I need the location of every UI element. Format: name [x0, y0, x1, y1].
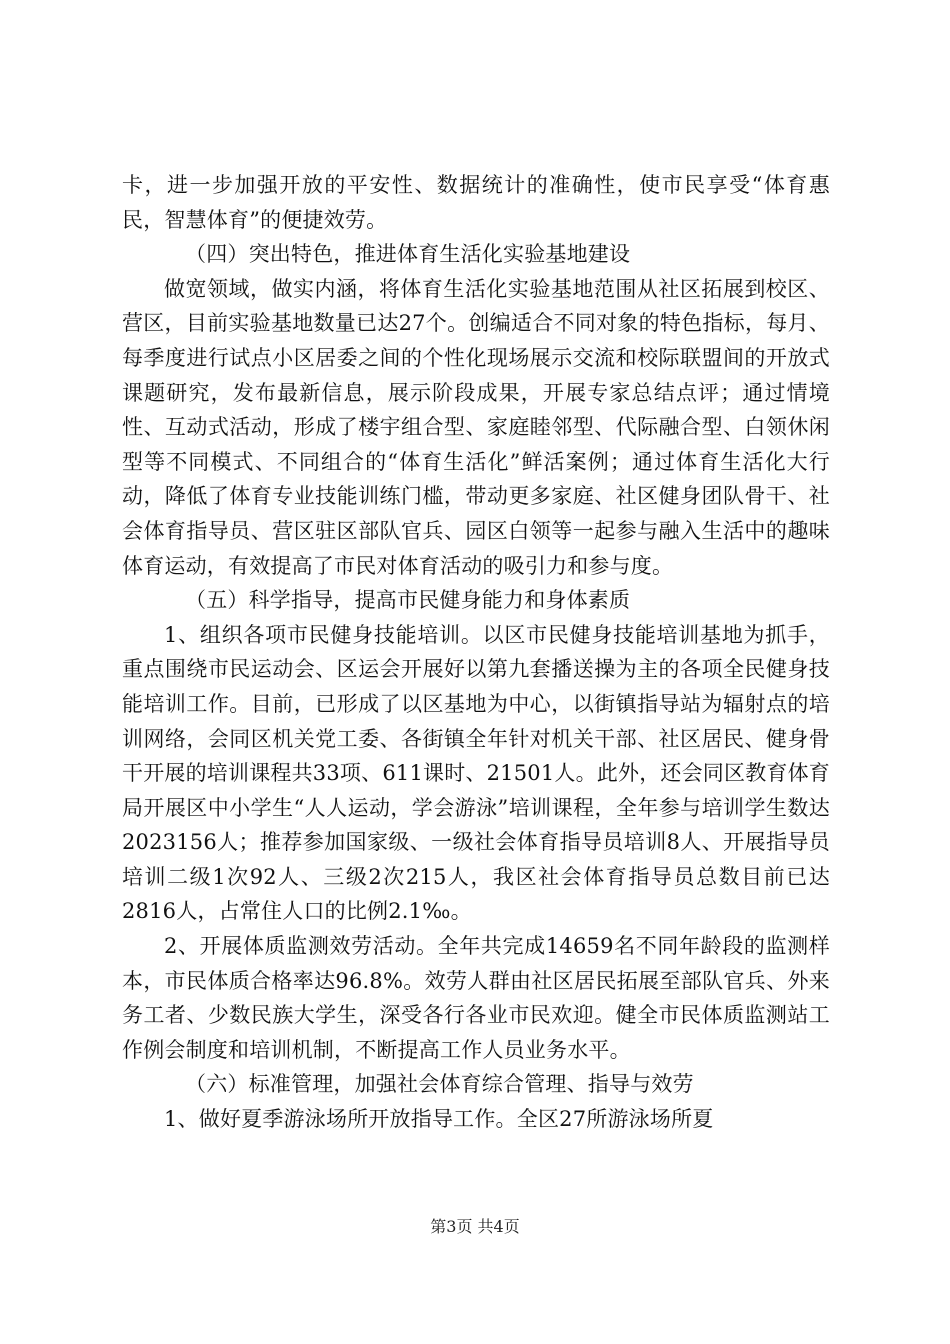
paragraph-section-5-item-2: 2、开展体质监测效劳活动。全年共完成14659名不同年龄段的监测样本，市民体质合格率达96.8%。效劳人群由社区居民拓展至部队官兵、外来务工者、少数民族大学生，深受各行各业市民欢迎。健全市民体质监测站工作例会制度和培训机制，不断提高工作人员业务水平。	[122, 934, 830, 1062]
section-heading-6: （六）标准管理，加强社会体育综合管理、指导与效劳	[185, 1072, 694, 1097]
paragraph-section-4: 做宽领域，做实内涵，将体育生活化实验基地范围从社区拓展到校区、营区，目前实验基地数量已达27个。创编适合不同对象的特色指标，每月、每季度进行试点小区居委之间的个性化现场展示交流和校际联盟间的开放式课题研究，发布最新信息，展示阶段成果，开展专家总结点评；通过情境性、互动式活动，形成了楼宇组合型、家庭睦邻型、代际融合型、白领休闲型等不同模式、不同组合的“体育生活化”鲜活案例；通过体育生活化大行动，降低了体育专业技能训练门槛，带动更多家庭、社区健身团队骨干、社会体育指导员、营区驻区部队官兵、园区白领等一起参与融入生活中的趣味体育运动，有效提高了市民对体育活动的吸引力和参与度。	[122, 276, 830, 578]
section-heading-5: （五）科学指导，提高市民健身能力和身体素质	[185, 588, 631, 613]
body-text	[122, 168, 830, 1137]
section-heading-4: （四）突出特色，推进体育生活化实验基地建设	[185, 242, 631, 267]
paragraph-section-6-item-1: 1、做好夏季游泳场所开放指导工作。全区27所游泳场所夏	[164, 1107, 714, 1132]
paragraph-continuation: 卡，进一步加强开放的平安性、数据统计的准确性，使市民享受“体育惠民，智慧体育”的便捷效劳。	[122, 173, 830, 232]
page-footer	[0, 1214, 950, 1237]
paragraph-section-5-item-1: 1、组织各项市民健身技能培训。以区市民健身技能培训基地为抓手，重点围绕市民运动会、区运会开展好以第九套播送操为主的各项全民健身技能培训工作。目前，已形成了以区基地为中心，以街镇指导站为辐射点的培训网络，会同区机关党工委、各街镇全年针对机关干部、社区居民、健身骨干开展的培训课程共33项、611课时、21501人。此外，还会同区教育体育局开展区中小学生“人人运动，学会游泳”培训课程，全年参与培训学生数达2023156人；推荐参加国家级、一级社会体育指导员培训8人、开展指导员培训二级1次92人、三级2次215人，我区社会体育指导员总数目前已达2816人，占常住人口的比例2.1‰。	[122, 622, 831, 924]
page-number: 第3页 共4页	[430, 1217, 520, 1236]
